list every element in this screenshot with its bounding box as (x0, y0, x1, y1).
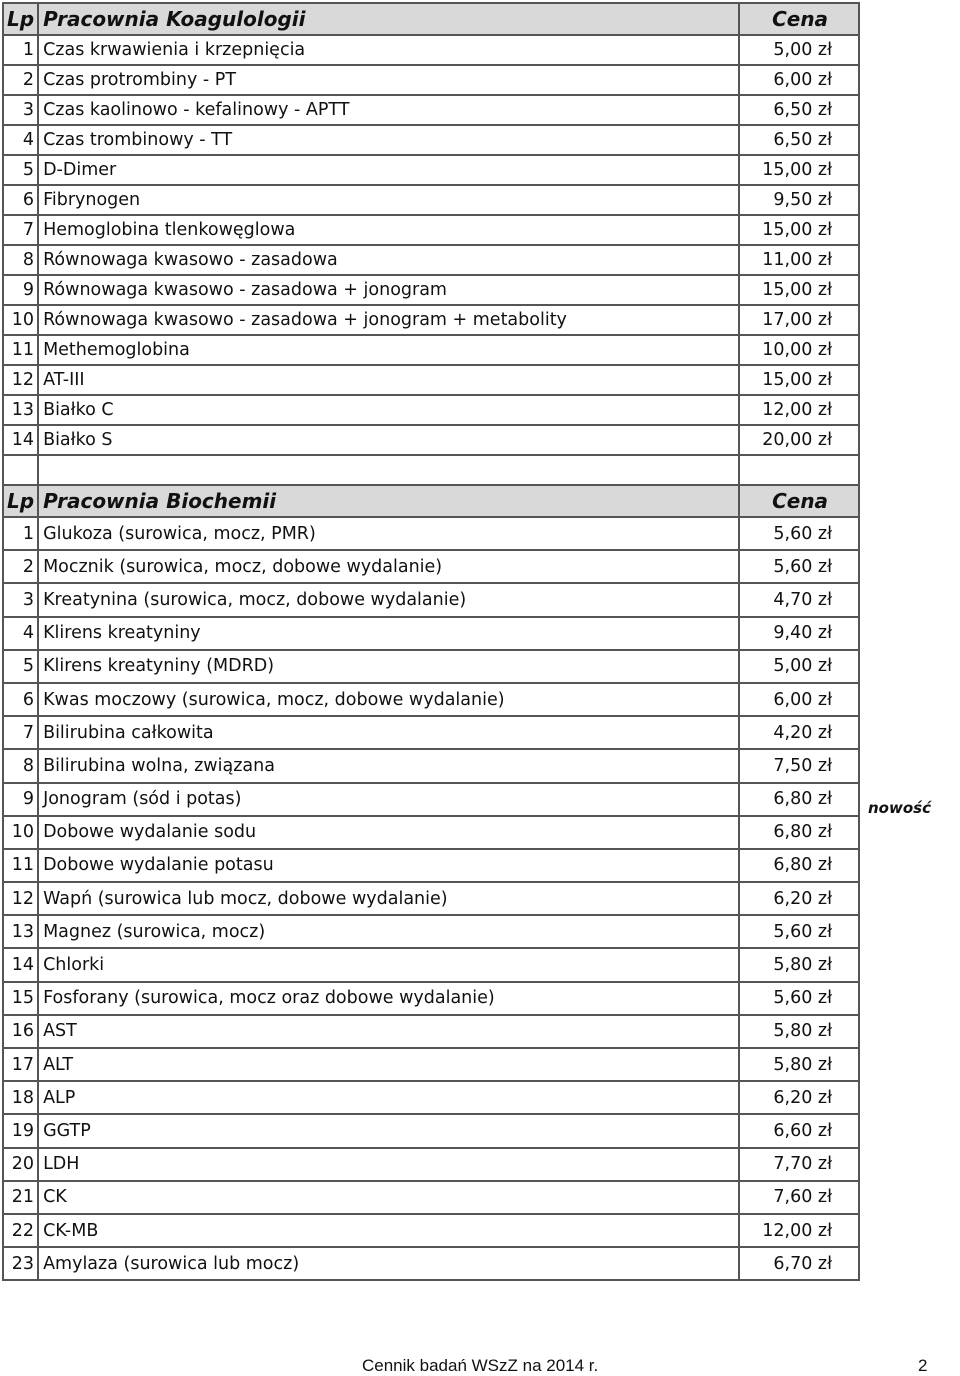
item-name: Dobowe wydalanie potasu (38, 849, 739, 882)
item-name: Glukoza (surowica, mocz, PMR) (38, 517, 739, 550)
item-price: 15,00 zł (739, 155, 859, 185)
header-lp: Lp (3, 3, 38, 35)
page-number: 2 (918, 1356, 928, 1375)
item-number: 4 (3, 125, 38, 155)
coagulation-row (3, 95, 859, 125)
item-name: CK (38, 1181, 739, 1214)
biochemistry-row (3, 849, 859, 882)
item-number: 7 (3, 716, 38, 749)
biochemistry-row (3, 1148, 859, 1181)
item-price: 9,50 zł (739, 185, 859, 215)
biochemistry-row (3, 650, 859, 683)
item-number: 8 (3, 749, 38, 782)
item-name: ALT (38, 1048, 739, 1081)
item-number: 11 (3, 335, 38, 365)
item-price: 15,00 zł (739, 365, 859, 395)
page-footer: Cennik badań WSzZ na 2014 r. (362, 1356, 599, 1375)
item-price: 4,70 zł (739, 583, 859, 616)
item-price: 5,60 zł (739, 982, 859, 1015)
coagulation-row (3, 185, 859, 215)
item-number: 15 (3, 982, 38, 1015)
item-number: 12 (3, 882, 38, 915)
item-name: Bilirubina całkowita (38, 716, 739, 749)
item-number: 10 (3, 816, 38, 849)
biochemistry-row (3, 982, 859, 1015)
coagulation-row (3, 305, 859, 335)
item-number: 2 (3, 550, 38, 583)
item-number: 14 (3, 948, 38, 981)
coagulation-row (3, 65, 859, 95)
section-spacer (3, 455, 859, 485)
biochemistry-row (3, 1114, 859, 1147)
biochemistry-row (3, 783, 859, 816)
item-price: 5,00 zł (739, 650, 859, 683)
item-number: 5 (3, 155, 38, 185)
header-price: Cena (739, 485, 859, 517)
item-name: Amylaza (surowica lub mocz) (38, 1247, 739, 1280)
item-name: Chlorki (38, 948, 739, 981)
item-name: Kwas moczowy (surowica, mocz, dobowe wydalanie) (38, 683, 739, 716)
item-number: 9 (3, 783, 38, 816)
item-name: D-Dimer (38, 155, 739, 185)
item-name: AT-III (38, 365, 739, 395)
biochemistry-row (3, 948, 859, 981)
item-price: 12,00 zł (739, 1214, 859, 1247)
empty-cell (38, 455, 739, 485)
item-price: 6,70 zł (739, 1247, 859, 1280)
item-number: 14 (3, 425, 38, 455)
coagulation-row (3, 365, 859, 395)
item-price: 10,00 zł (739, 335, 859, 365)
item-number: 6 (3, 683, 38, 716)
coagulation-row (3, 275, 859, 305)
item-number: 16 (3, 1015, 38, 1048)
item-price: 7,50 zł (739, 749, 859, 782)
item-name: Jonogram (sód i potas) (38, 783, 739, 816)
item-name: AST (38, 1015, 739, 1048)
item-price: 6,80 zł (739, 783, 859, 816)
item-name: Mocznik (surowica, mocz, dobowe wydalanie) (38, 550, 739, 583)
item-price: 6,00 zł (739, 65, 859, 95)
section-title-biochemistry: Pracownia Biochemii (38, 485, 739, 517)
item-name: Białko C (38, 395, 739, 425)
item-number: 6 (3, 185, 38, 215)
biochemistry-row (3, 716, 859, 749)
item-number: 12 (3, 365, 38, 395)
item-price: 7,60 zł (739, 1181, 859, 1214)
item-price: 7,70 zł (739, 1148, 859, 1181)
item-number: 2 (3, 65, 38, 95)
item-name: CK-MB (38, 1214, 739, 1247)
biochemistry-row (3, 816, 859, 849)
item-number: 22 (3, 1214, 38, 1247)
item-name: Czas protrombiny - PT (38, 65, 739, 95)
biochemistry-row (3, 749, 859, 782)
item-number: 3 (3, 583, 38, 616)
item-name: Czas trombinowy - TT (38, 125, 739, 155)
header-lp: Lp (3, 485, 38, 517)
item-price: 12,00 zł (739, 395, 859, 425)
biochemistry-row (3, 683, 859, 716)
item-number: 11 (3, 849, 38, 882)
item-price: 6,60 zł (739, 1114, 859, 1147)
item-name: GGTP (38, 1114, 739, 1147)
item-price: 9,40 zł (739, 617, 859, 650)
biochemistry-row (3, 1015, 859, 1048)
item-price: 5,00 zł (739, 35, 859, 65)
coagulation-header-row (3, 3, 859, 35)
item-name: Fibrynogen (38, 185, 739, 215)
biochemistry-row (3, 1048, 859, 1081)
item-price: 6,50 zł (739, 125, 859, 155)
item-number: 21 (3, 1181, 38, 1214)
item-name: ALP (38, 1081, 739, 1114)
coagulation-row (3, 245, 859, 275)
item-name: Hemoglobina tlenkowęglowa (38, 215, 739, 245)
item-price: 15,00 zł (739, 215, 859, 245)
item-number: 9 (3, 275, 38, 305)
price-table-body (3, 3, 859, 1280)
item-name: Klirens kreatyniny (38, 617, 739, 650)
biochemistry-row (3, 550, 859, 583)
item-number: 23 (3, 1247, 38, 1280)
item-number: 20 (3, 1148, 38, 1181)
header-price: Cena (739, 3, 859, 35)
item-name: Czas kaolinowo - kefalinowy - APTT (38, 95, 739, 125)
item-name: Klirens kreatyniny (MDRD) (38, 650, 739, 683)
item-number: 13 (3, 395, 38, 425)
item-price: 6,80 zł (739, 816, 859, 849)
item-name: Równowaga kwasowo - zasadowa + jonogram (38, 275, 739, 305)
item-name: Dobowe wydalanie sodu (38, 816, 739, 849)
biochemistry-row (3, 617, 859, 650)
item-number: 18 (3, 1081, 38, 1114)
biochemistry-row (3, 517, 859, 550)
coagulation-row (3, 425, 859, 455)
new-item-note: nowość (868, 799, 931, 817)
item-name: Methemoglobina (38, 335, 739, 365)
section-title-coagulation: Pracownia Koagulologii (38, 3, 739, 35)
item-price: 15,00 zł (739, 275, 859, 305)
price-table (2, 2, 860, 1281)
item-price: 4,20 zł (739, 716, 859, 749)
item-number: 1 (3, 517, 38, 550)
item-number: 17 (3, 1048, 38, 1081)
biochemistry-row (3, 583, 859, 616)
item-number: 10 (3, 305, 38, 335)
item-price: 5,60 zł (739, 550, 859, 583)
empty-cell (739, 455, 859, 485)
coagulation-row (3, 155, 859, 185)
item-price: 17,00 zł (739, 305, 859, 335)
item-number: 19 (3, 1114, 38, 1147)
biochemistry-row (3, 1181, 859, 1214)
item-price: 11,00 zł (739, 245, 859, 275)
item-number: 3 (3, 95, 38, 125)
item-price: 6,20 zł (739, 882, 859, 915)
empty-cell (3, 455, 38, 485)
item-price: 6,00 zł (739, 683, 859, 716)
item-price: 5,80 zł (739, 948, 859, 981)
item-name: Czas krwawienia i krzepnięcia (38, 35, 739, 65)
item-name: Równowaga kwasowo - zasadowa (38, 245, 739, 275)
coagulation-row (3, 395, 859, 425)
item-price: 6,20 zł (739, 1081, 859, 1114)
coagulation-row (3, 125, 859, 155)
item-name: Magnez (surowica, mocz) (38, 915, 739, 948)
item-price: 5,80 zł (739, 1048, 859, 1081)
item-price: 5,80 zł (739, 1015, 859, 1048)
coagulation-row (3, 335, 859, 365)
item-name: Bilirubina wolna, związana (38, 749, 739, 782)
biochemistry-row (3, 1247, 859, 1280)
coagulation-row (3, 35, 859, 65)
item-number: 8 (3, 245, 38, 275)
item-price: 20,00 zł (739, 425, 859, 455)
item-price: 5,60 zł (739, 915, 859, 948)
item-name: Białko S (38, 425, 739, 455)
item-number: 4 (3, 617, 38, 650)
coagulation-row (3, 215, 859, 245)
item-number: 13 (3, 915, 38, 948)
item-price: 6,50 zł (739, 95, 859, 125)
item-number: 1 (3, 35, 38, 65)
biochemistry-row (3, 1081, 859, 1114)
item-name: Fosforany (surowica, mocz oraz dobowe wydalanie) (38, 982, 739, 1015)
item-number: 7 (3, 215, 38, 245)
biochemistry-row (3, 1214, 859, 1247)
biochemistry-row (3, 915, 859, 948)
biochemistry-row (3, 882, 859, 915)
biochemistry-header-row (3, 485, 859, 517)
item-name: Wapń (surowica lub mocz, dobowe wydalanie) (38, 882, 739, 915)
item-price: 6,80 zł (739, 849, 859, 882)
item-price: 5,60 zł (739, 517, 859, 550)
item-name: Równowaga kwasowo - zasadowa + jonogram + metabolity (38, 305, 739, 335)
item-name: Kreatynina (surowica, mocz, dobowe wydalanie) (38, 583, 739, 616)
item-number: 5 (3, 650, 38, 683)
item-name: LDH (38, 1148, 739, 1181)
